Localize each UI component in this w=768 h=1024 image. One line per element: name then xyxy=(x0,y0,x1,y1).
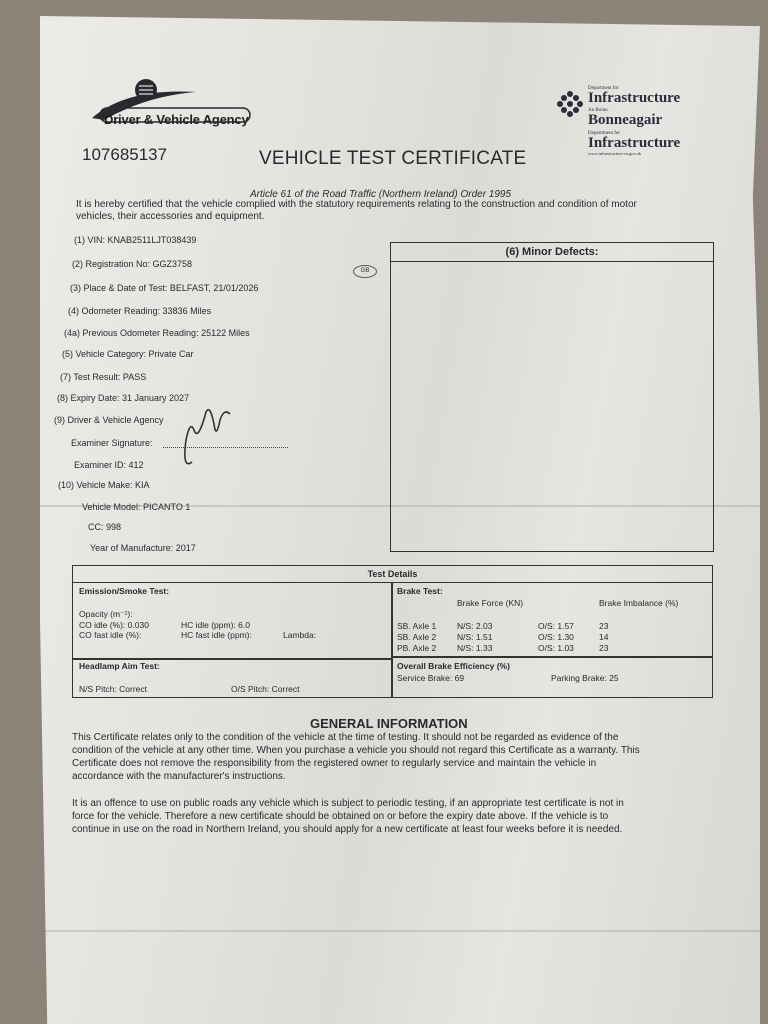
examiner-id-field: Examiner ID: 412 xyxy=(74,460,144,470)
axle-imbalance: 14 xyxy=(599,632,609,642)
minor-defects-title: (6) Minor Defects: xyxy=(391,243,713,262)
registration-field: (2) Registration No: GGZ3758 xyxy=(72,259,193,269)
year-field: Year of Manufacture: 2017 xyxy=(90,543,196,553)
axle-name: SB. Axle 1 xyxy=(397,621,437,631)
odometer-field: (4) Odometer Reading: 33836 Miles xyxy=(68,306,212,316)
axle-imbalance: 23 xyxy=(599,621,609,631)
brake-test-title: Brake Test: xyxy=(397,586,443,596)
emission-title: Emission/Smoke Test: xyxy=(79,586,170,596)
hc-idle: HC idle (ppm): 6.0 xyxy=(181,620,250,630)
axle-os-force: O/S: 1.03 xyxy=(538,643,574,653)
axle-ns-force: N/S: 1.51 xyxy=(457,632,493,642)
place-date-field: (3) Place & Date of Test: BELFAST, 21/01/2026 xyxy=(70,283,259,293)
hc-fast-idle: HC fast idle (ppm): xyxy=(181,630,252,640)
axle-ns-force: N/S: 2.03 xyxy=(457,621,493,631)
axle-ns-force: N/S: 1.33 xyxy=(457,643,493,653)
brake-efficiency-title: Overall Brake Efficiency (%) xyxy=(397,661,510,671)
paper-fold-line xyxy=(40,930,760,932)
co-fast-idle: CO fast idle (%): xyxy=(79,630,142,640)
axle-os-force: O/S: 1.57 xyxy=(538,621,574,631)
headlamp-title: Headlamp Aim Test: xyxy=(79,661,160,671)
axle-name: PB. Axle 2 xyxy=(397,643,437,653)
opacity-label: Opacity (m⁻¹): xyxy=(79,609,133,619)
previous-odometer-field: (4a) Previous Odometer Reading: 25122 Miles xyxy=(64,328,250,338)
brake-force-header: Brake Force (KN) xyxy=(457,598,524,608)
test-details-table xyxy=(72,565,713,698)
ns-pitch: N/S Pitch: Correct xyxy=(79,684,148,694)
table-divider xyxy=(391,582,393,697)
general-paragraph-1: This Certificate relates only to the condition of the vehicle at the time of testing. It should not be regarded as evidence of the condition of the vehicle at any other time. When you purchase a vehicle you should not regard this Certificate as a warranty. This Certificate does not remove the responsibility from the registered owner to regularly service and maintain the vehicle in accordance with the manufacturer's instructions. xyxy=(72,732,640,782)
general-paragraph-2: It is an offence to use on public roads any vehicle which is subject to periodic testing, if an appropriate test certificate is not in force for the vehicle. Therefore a new certificate should be obtained on or before the expiry date above. If the vehicle is to continue in use on the road in Northern Ireland, you should apply for a new certificate at least four weeks before it is needed. xyxy=(72,798,624,835)
vehicle-category-field: (5) Vehicle Category: Private Car xyxy=(62,349,194,359)
axle-os-force: O/S: 1.30 xyxy=(538,632,574,642)
lambda-label: Lambda: xyxy=(283,630,317,640)
department-logo-text: Department for Infrastructure An Roinn Bonneagair Depairtment fur Infrastructure www.infrastructure-ni.gov.uk xyxy=(588,86,681,156)
axle-name: SB. Axle 2 xyxy=(397,632,437,642)
table-divider xyxy=(73,658,391,660)
test-result-field: (7) Test Result: PASS xyxy=(60,372,147,382)
expiry-date-field: (8) Expiry Date: 31 January 2027 xyxy=(57,393,190,403)
os-pitch: O/S Pitch: Correct xyxy=(231,684,300,694)
table-divider xyxy=(393,656,712,658)
legal-article: Article 61 of the Road Traffic (Northern Ireland) Order 1995 xyxy=(250,189,512,200)
examiner-signature-label: Examiner Signature: xyxy=(71,438,153,448)
certificate-number: 107685137 xyxy=(82,145,168,164)
brake-imbalance-header: Brake Imbalance (%) xyxy=(599,598,679,608)
parking-brake: Parking Brake: 25 xyxy=(551,673,619,683)
vehicle-make-field: (10) Vehicle Make: KIA xyxy=(58,480,150,490)
agency-name: Driver & Vehicle Agency xyxy=(104,112,249,127)
examiner-signature xyxy=(180,400,240,480)
test-details-title: Test Details xyxy=(73,566,712,583)
vin-field: (1) VIN: KNAB2511LJT038439 xyxy=(74,235,197,245)
infrastructure-emblem-icon xyxy=(556,90,584,118)
document-title: VEHICLE TEST CERTIFICATE xyxy=(259,148,527,169)
gb-badge: GB xyxy=(353,265,377,278)
general-information-title: GENERAL INFORMATION xyxy=(310,716,468,731)
axle-imbalance: 23 xyxy=(599,643,609,653)
minor-defects-box xyxy=(390,242,714,552)
certification-statement: It is hereby certified that the vehicle complied with the statutory requirements relating to the construction and condition of motor vehicles, their accessories and equipment. xyxy=(76,199,637,222)
vehicle-model-field: Vehicle Model: PICANTO 1 xyxy=(82,502,191,512)
co-idle: CO idle (%): 0.030 xyxy=(79,620,149,630)
agency-field: (9) Driver & Vehicle Agency xyxy=(54,415,164,425)
service-brake: Service Brake: 69 xyxy=(397,673,465,683)
cc-field: CC: 998 xyxy=(88,522,122,532)
